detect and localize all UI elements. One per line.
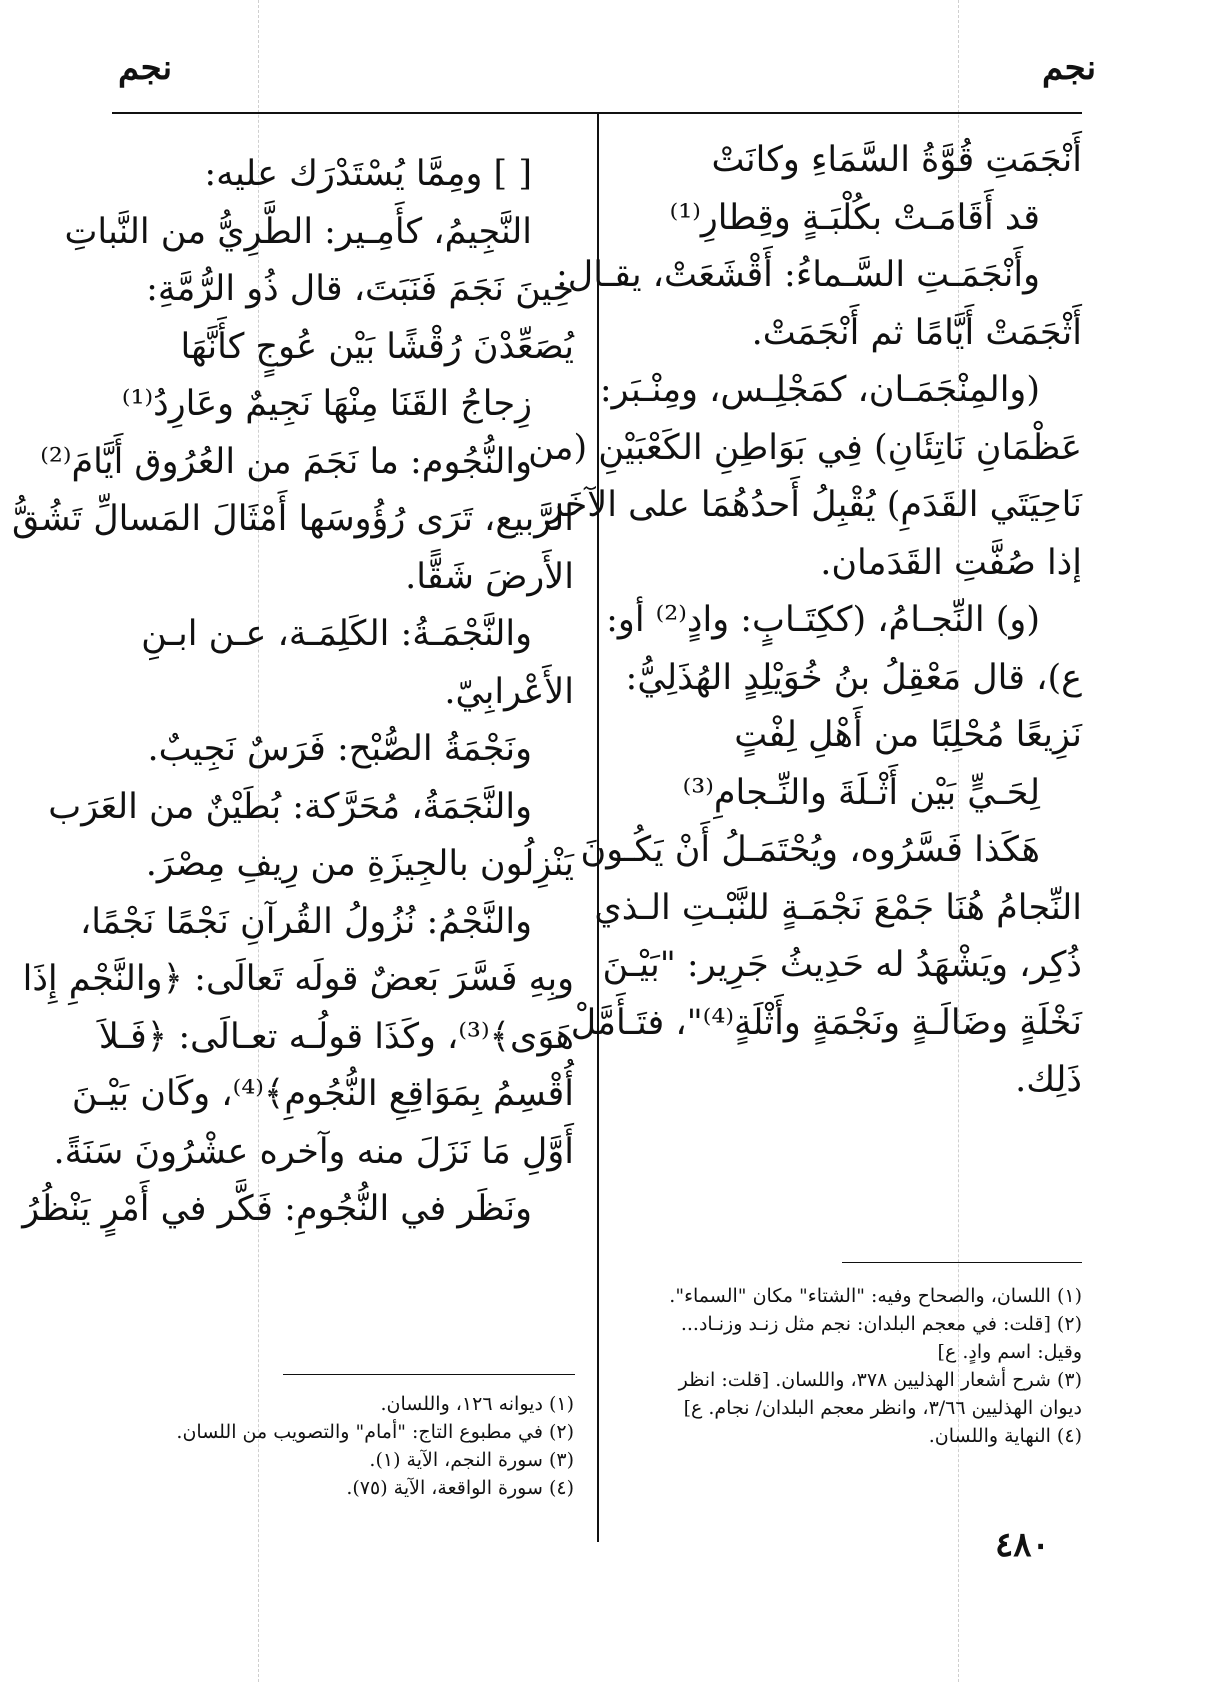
footnote: (٣) شرح أشعار الهذليين ٣٧٨، واللسان. [قلت: انظر <box>678 1369 1082 1391</box>
footnote: (١) ديوانه ١٢٦، واللسان. <box>380 1393 574 1415</box>
text-line: قد أَقَامَـتْ بكُلْبَـةٍ وقِطارِ⁽¹⁾ <box>669 197 1040 238</box>
text-line: إذا صُفَّتِ القَدَمان. <box>820 542 1082 583</box>
footnote: (٤) النهاية واللسان. <box>928 1425 1082 1447</box>
text-line: (والمِنْجَمَـان، كمَجْلِـس، ومِنْـبَر: <box>599 370 1040 410</box>
text-line: ونَجْمَةُ الصُّبْح: فَرَسٌ نَجِيبٌ. <box>147 729 532 769</box>
footnote-rule-right <box>842 1262 1082 1263</box>
text-line: لِحَـيٍّ بَيْن أَثْـلَةَ والنِّـجامِ⁽³⁾ <box>682 772 1040 813</box>
footnote: (٢) [قلت: في معجم البلدان: نجم مثل زنـد وزنـاد... <box>680 1313 1082 1335</box>
footnote: (٢) في مطبوع التاج: "أمام" والتصويب من اللسان. <box>176 1421 574 1443</box>
text-line: الرَّبيع، تَرَى رُؤُوسَها أَمْثَالَ المَسالِّ تَشُقُّ <box>11 499 574 539</box>
footnote: وقيل: اسم وادٍ. ع] <box>937 1341 1082 1363</box>
text-line: هَوَى﴾⁽³⁾، وكَذَا قولُـه تعـالَى: ﴿فَـلاَ <box>98 1016 574 1057</box>
text-line: والنَّجَمَةُ، مُحَرَّكة: بُطَيْنٌ من العَرَب <box>48 786 532 827</box>
text-line: نَخْلَةٍ وضَالَـةٍ ونَجْمَةٍ وأَثْلَةٍ⁽⁴⁾"، فتَـأَمَّلْ <box>570 1002 1082 1043</box>
text-line: الأَعْرابِيّ. <box>444 671 574 712</box>
text-line: والنَّجْمَـةُ: الكَلِمَـة، عـن ابـنِ <box>141 614 532 654</box>
text-line: هَكَذا فَسَّرُوه، ويُحْتَمَـلُ أَنْ يَكُـونَ <box>580 830 1040 870</box>
text-line: النَّجِيمُ، كأَمِـير: الطَّرِيُّ من النَّباتِ <box>64 211 532 252</box>
text-line: حِينَ نَجَمَ فَنَبَتَ، قال ذُو الرُّمَّةِ: <box>146 269 574 309</box>
text-line: أَوَّلِ مَا نَزَلَ منه وآخره عشْرُونَ سَنَةً. <box>53 1131 574 1172</box>
text-line: ذُكِر، ويَشْهَدُ له حَدِيثُ جَرِير: "بَيْـنَ <box>602 945 1082 985</box>
footnote: ديوان الهذليين ٣/٦٦، وانظر معجم البلدان/ نجام. ع] <box>683 1397 1082 1419</box>
text-line: نَاحِيَتَي القَدَمِ) يُقْبِلُ أَحدُهُمَا على الآخَرِ <box>546 485 1082 525</box>
text-line: يُصَعِّدْنَ رُقْشًا بَيْن عُوجٍ كأَنَّهَا <box>180 326 574 367</box>
text-line: عَظْمَانِ نَاتِئَانِ) فِي بَوَاطِنِ الكَعْبَيْنِ (من <box>528 427 1082 468</box>
text-line: ع)، قال مَعْقِلُ بنُ خُوَيْلِدٍ الهُذَلِيُّ: <box>625 657 1082 698</box>
header-right-word: نجم <box>1042 48 1097 88</box>
left-column-text <box>11 146 574 1239</box>
footnote: (٣) سورة النجم، الآية (١). <box>369 1449 574 1471</box>
text-line: [ ] ومِمَّا يُسْتَدْرَك عليه: <box>204 154 532 194</box>
right-footnotes <box>650 1282 1082 1450</box>
text-line: أُقْسِمُ بِمَوَاقِعِ النُّجُومِ﴾⁽⁴⁾، وكَان بَيْـنَ <box>71 1074 574 1114</box>
header-left-word: نجم <box>118 48 173 88</box>
text-line: والنُّجُوم: ما نَجَمَ من العُرُوق أَيَّامَ⁽²⁾ <box>40 441 532 482</box>
text-line: ونَظَر في النُّجُومِ: فَكَّر في أَمْرٍ يَنْظُرُ <box>22 1189 532 1229</box>
text-line: النِّجامُ هُنَا جَمْعَ نَجْمَـةٍ للنَّبْـتِ الـذي <box>594 887 1082 928</box>
footnote: (١) اللسان، والصحاح وفيه: "الشتاء" مكان "السماء". <box>669 1285 1082 1307</box>
footnote-rule-left <box>283 1374 575 1375</box>
text-line: الأَرضَ شَقًّا. <box>405 556 574 597</box>
text-line: وبِهِ فَسَّرَ بَعضٌ قولَه تَعالَى: ﴿والنَّجْمِ إِذَا <box>22 959 574 999</box>
text-line: أَثْجَمَتْ أَيَّامًا ثم أَنْجَمَتْ. <box>751 312 1082 353</box>
text-line: والنَّجْمُ: نُزُولُ القُرآنِ نَجْمًا نَجْمًا، <box>79 901 532 942</box>
text-line: (و) النِّجـامُ، (ككِتَـابٍ: وادٍ⁽²⁾ أو: <box>606 600 1040 640</box>
text-line: زِجاجُ القَنَا مِنْهَا نَجِيمٌ وعَارِدُ⁽¹⁾ <box>121 384 532 424</box>
text-line: أَنْجَمَتِ قُوَّةُ السَّمَاءِ وكانَتْ <box>711 140 1082 180</box>
text-line: نَزِيعًا مُحْلِبًا من أَهْلِ لِفْتٍ <box>734 715 1082 755</box>
left-footnotes <box>114 1390 574 1502</box>
text-line: ذَلِك. <box>1015 1060 1082 1100</box>
right-column-text <box>528 132 1082 1110</box>
page-number: ٤٨٠ <box>995 1525 1050 1565</box>
text-line: وأَنْجَمَـتِ السَّـماءُ: أَقْشَعَتْ، يقـال: <box>555 255 1040 295</box>
text-line: يَنْزِلُون بالجِيزَةِ من رِيفِ مِصْرَ. <box>145 844 574 884</box>
footnote: (٤) سورة الواقعة، الآية (٧٥). <box>346 1477 574 1499</box>
